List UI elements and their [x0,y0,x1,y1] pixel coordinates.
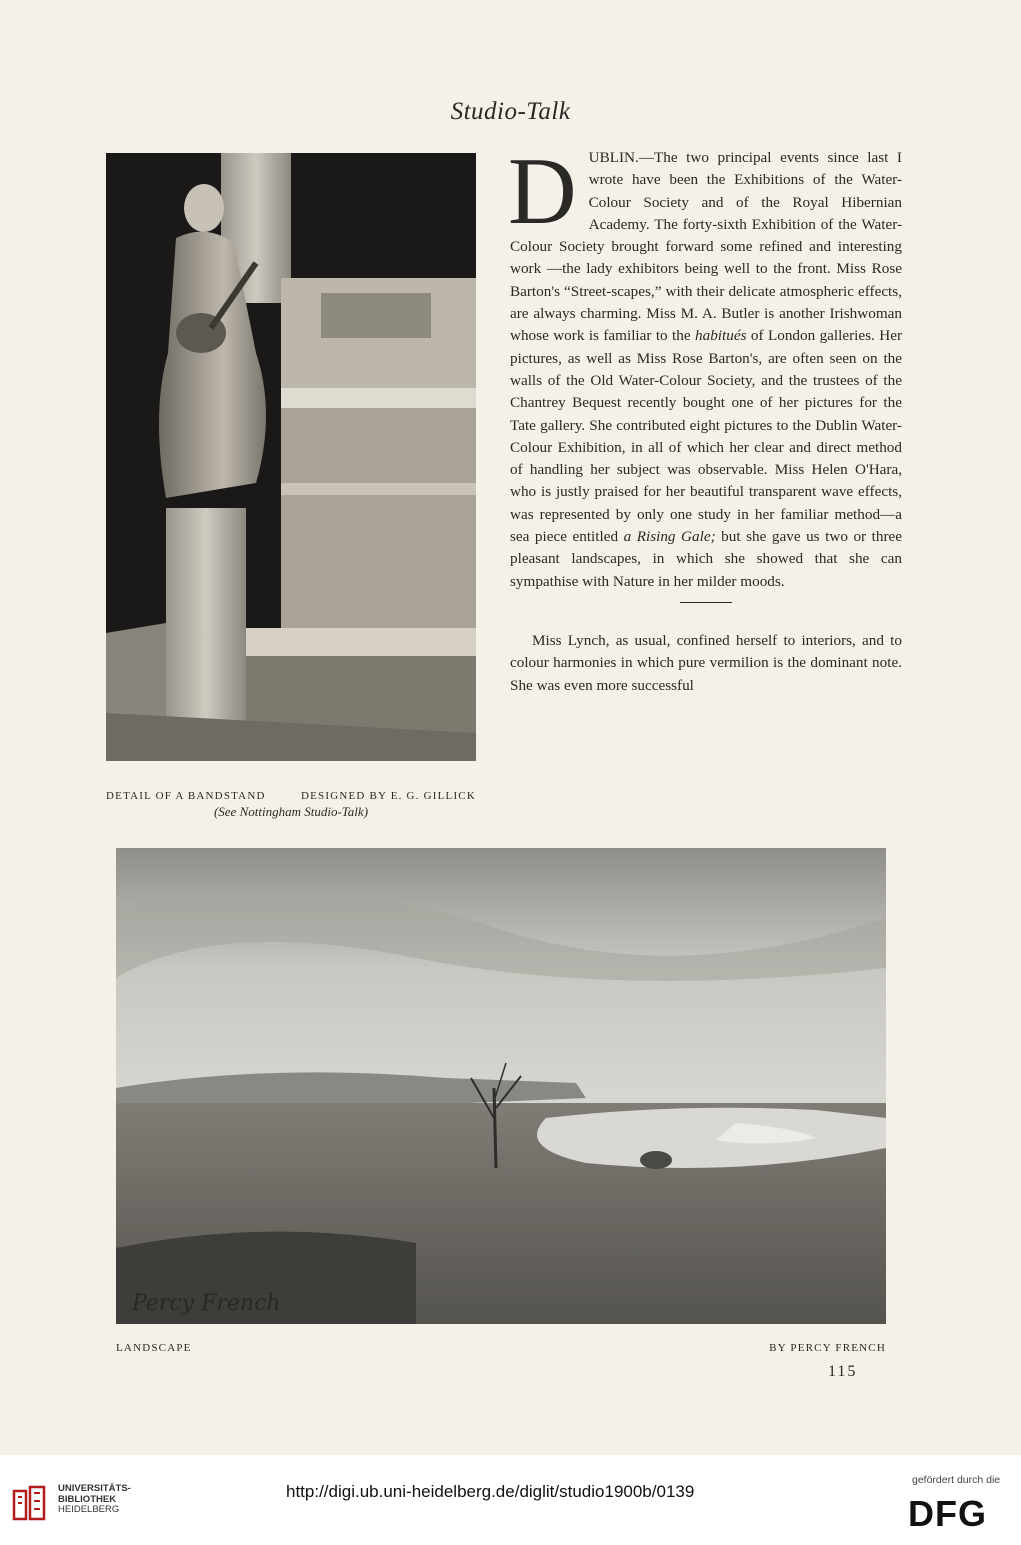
figure1-caption-note: (See Nottingham Studio-Talk) [213,804,369,819]
bandstand-photo [106,153,476,761]
library-name: UNIVERSITÄTS- BIBLIOTHEK HEIDELBERG [58,1483,131,1515]
figure1-caption-credit: DESIGNED BY E. G. GILLICK [300,790,476,802]
article-paragraph: Miss Lynch, as usual, confined herself to interiors, and to colour harmonies in which pure vermilion is the dominant note. She was even more successful [510,631,902,694]
figure1-caption-title: DETAIL OF A BANDSTAND [106,790,266,802]
footer-bar [0,1455,1021,1545]
figure2-caption-title: LANDSCAPE [116,1342,192,1354]
signature: Percy French [132,1291,281,1316]
article-column [508,138,903,697]
figure2-caption-credit: BY PERCY FRENCH [769,1342,886,1354]
drop-cap: D [508,138,577,244]
library-logo-icon [10,1483,50,1523]
page-number: 115 [828,1363,858,1380]
section-divider [680,602,732,603]
landscape-painting [116,848,886,1324]
dfg-logo: DFG [908,1493,987,1534]
source-url-link[interactable]: http://digi.ub.uni-heidelberg.de/diglit/studio1900b/0139 [286,1482,695,1501]
article-paragraph: DUBLIN.—The two principal events since last I wrote have been the Exhibitions of the Water-Colour Society and of the Royal Hibernian Academy. The forty-sixth Exhibition of the Water-Colour Society brought forward some refined and interesting work —the lady exhibitors being well to the front. Miss Rose Barton's “Street-scapes,” with their delicate atmospheric effects, are always charming. Miss M. A. Butler is another Irishwoman whose work is familiar to the habitués of London galleries. Her pictures, as well as Miss Rose Barton's, are often seen on the walls of the Old Water-Colour Society, and the trustees of the Chantrey Bequest recently bought one of her pictures for the Tate gallery. She contributed eight pictures to the Dublin Water-Colour Exhibition, in all of which her clear and direct method of handling her subject was observable. Miss Helen O'Hara, who is justly praised for her beautiful transparent wave effects, was represented by only one study in her familiar method—a sea piece entitled a Rising Gale; but she gave us two or three pleasant landscapes, in which she showed that she can sympathise with Nature in her milder moods. [508,138,903,590]
funding-label: gefördert durch die [912,1474,1001,1486]
running-header: Studio-Talk [450,98,571,125]
